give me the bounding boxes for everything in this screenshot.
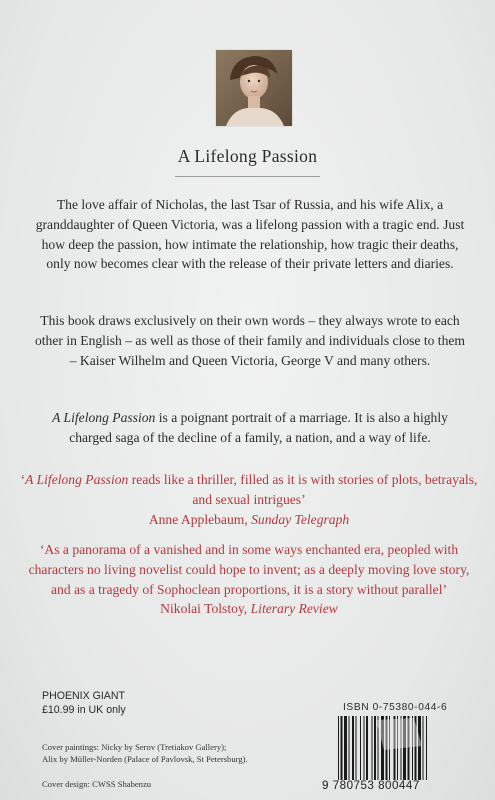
description-paragraph-2: This book draws exclusively on their own words – they always wrote to each other in English – as well as those of their family and individuals close to them – Kaiser Wilhelm and Queen Victoria, George V and many others. [34, 313, 465, 368]
quote-1-text: reads like a thriller, filled as it is with stories of plots, betrayals, and sexual intrigues’ [128, 472, 478, 507]
barcode-number: 9 780753 800447 [322, 779, 420, 792]
quote-2-text: ‘As a panorama of a vanished and in some ways enchanted era, peopled with characters no living novelist could hope to invent; as a deeply moving love story, and as a tragedy of Sophoclean proportions, it is a story without parallel’ [28, 542, 470, 597]
cover-credits [42, 742, 248, 765]
review-quote-2 [20, 540, 478, 619]
barcode [336, 716, 460, 780]
quote-1-attribution [20, 510, 478, 530]
section-title: A Lifelong Passion [177, 146, 318, 166]
barcode-bar [423, 716, 424, 780]
barcode-bar [352, 716, 354, 780]
price-label: £10.99 in UK only [42, 703, 126, 716]
review-quote-1 [20, 470, 478, 529]
description-paragraph-3 [34, 408, 466, 448]
publisher-imprint [42, 690, 126, 717]
barcode-bar [374, 716, 376, 780]
credits-line-1: Cover paintings: Nicky by Serov (Tretiakov Gallery); [42, 742, 227, 752]
barcode-bar [418, 716, 421, 780]
quote-1-author: Anne Applebaum, [148, 511, 252, 527]
quote-1-book-title: A Lifelong Passion [25, 472, 129, 487]
barcode-bar [344, 716, 347, 780]
barcode-bar [338, 716, 339, 780]
cover-design-credit: Cover design: CWSS Shabenzu [42, 779, 152, 789]
title-divider [175, 176, 320, 177]
barcode-bar [366, 716, 368, 780]
barcode-bar [372, 716, 373, 780]
description-paragraph-1: The love affair of Nicholas, the last Tsar of Russia, and his wife Alix, a granddaughter of Queen Victoria, was a lifelong passion with a tragic end. Just how deep the passion, how intimate the relationship, how tragic their deaths, only now becomes clear with the release of their private letters and diaries. [35, 197, 465, 272]
barcode-bar [356, 716, 357, 780]
publisher-name: PHOENIX GIANT [42, 690, 125, 702]
credits-line-2: Alix by Müller-Norden (Palace of Pavlovsk, St Petersburg). [42, 753, 248, 764]
paragraph-3-text: is a poignant portrait of a marriage. It is also a highly charged saga of the decline of a family, a nation, and a way of life. [69, 410, 448, 445]
quote-1-publication: Sunday Telegraph [251, 511, 350, 527]
book-title-italic: A Lifelong Passion [52, 410, 156, 425]
portrait-image [216, 50, 292, 126]
barcode-bar [349, 716, 350, 780]
quote-2-author: Nikolai Tolstoy, [160, 601, 251, 617]
barcode-bar [360, 716, 361, 780]
quote-2-publication: Literary Review [250, 601, 338, 617]
isbn-label: ISBN 0-75380-044-6 [343, 702, 448, 713]
barcode-sticker-overlay [376, 718, 422, 750]
barcode-bar [364, 716, 365, 780]
quote-2-attribution [20, 599, 478, 619]
barcode-bar [341, 716, 343, 780]
barcode-bar [426, 716, 427, 780]
quote-1-open-mark: ‘ [20, 472, 26, 487]
